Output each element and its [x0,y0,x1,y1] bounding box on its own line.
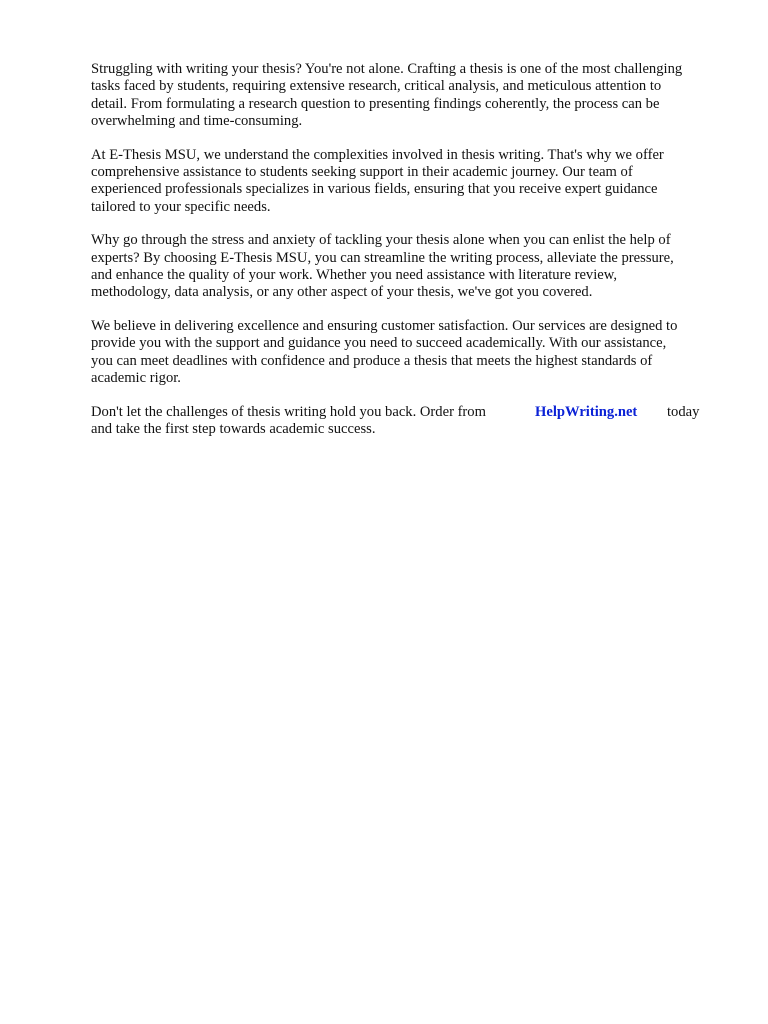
closing-text-before-link: Don't let the challenges of thesis writing hold you back. Order from [91,403,486,420]
paragraph-intro [91,61,731,131]
document-body [91,61,731,454]
text-line: comprehensive assistance to students seeking support in their academic journey. Our team of [91,164,633,181]
text-line: tailored to your specific needs. [91,198,271,215]
text-line: detail. From formulating a research question to presenting findings coherently, the process can be [91,95,660,112]
text-line: experienced professionals specializes in various fields, ensuring that you receive expert guidance [91,181,658,198]
text-line: overwhelming and time-consuming. [91,113,303,130]
text-line: you can meet deadlines with confidence and produce a thesis that meets the highest standards of [91,352,653,369]
paragraph-excellence [91,318,731,388]
text-line: provide you with the support and guidance you need to succeed academically. With our assistance, [91,335,667,352]
helpwriting-link[interactable]: HelpWriting.net [535,403,638,420]
paragraph-about [91,147,731,217]
closing-text-line-2: and take the first step towards academic success. [91,420,376,437]
paragraph-why [91,232,731,302]
text-line: experts? By choosing E-Thesis MSU, you can streamline the writing process, alleviate the pressure, [91,249,674,266]
text-line: Why go through the stress and anxiety of tackling your thesis alone when you can enlist the help of [91,232,671,249]
closing-line-with-link [91,404,731,421]
text-line: and enhance the quality of your work. Whether you need assistance with literature review, [91,267,617,284]
text-line: At E-Thesis MSU, we understand the complexities involved in thesis writing. That's why we offer [91,146,664,163]
text-line: academic rigor. [91,370,181,387]
text-line: methodology, data analysis, or any other aspect of your thesis, we've got you covered. [91,284,593,301]
paragraph-closing [91,404,731,439]
closing-text-after-link: today [667,403,700,420]
text-line: Struggling with writing your thesis? You're not alone. Crafting a thesis is one of the most challenging [91,61,683,77]
text-line: tasks faced by students, requiring extensive research, critical analysis, and meticulous attention to [91,78,662,95]
text-line: We believe in delivering excellence and ensuring customer satisfaction. Our services are designed to [91,317,678,334]
